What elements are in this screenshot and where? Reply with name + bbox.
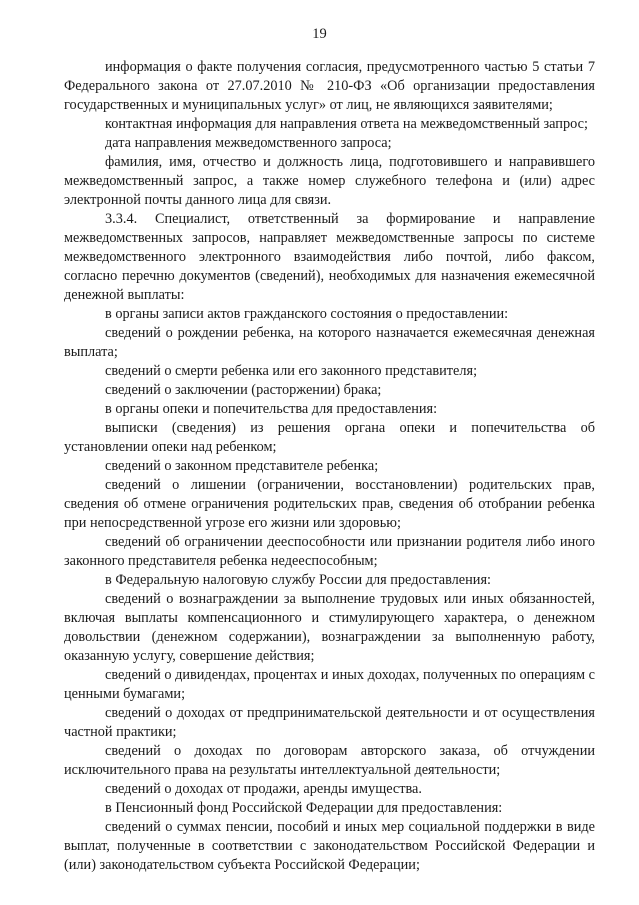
paragraph-legal-capacity: сведений об ограничении дееспособности или признании родителя либо иного законного представителя ребенка недееспособным; xyxy=(64,534,595,569)
page-number: 19 xyxy=(312,26,327,42)
paragraph-tax-service: в Федеральную налоговую службу России для предоставления: xyxy=(105,572,492,588)
paragraph-guardianship-extract: выписки (сведения) из решения органа опеки и попечительства об установлении опеки над ребенком; xyxy=(64,420,595,455)
paragraph-legal-representative: сведений о законном представителе ребенка; xyxy=(105,458,379,474)
paragraph-property-income: сведений о доходах от продажи, аренды имущества. xyxy=(105,781,422,797)
paragraph-pension-sums: сведений о суммах пенсии, пособий и иных мер социальной поддержки в виде выплат, полученные в соответствии с законодательством Российской Федерации и (или) законодательством субъекта Российской Федерации; xyxy=(64,819,595,873)
paragraph-contact-info: контактная информация для направления ответа на межведомственный запрос; xyxy=(105,116,588,132)
paragraph-business-income: сведений о доходах от предпринимательской деятельности и от осуществления частной практики; xyxy=(64,705,595,740)
paragraph-request-date: дата направления межведомственного запроса; xyxy=(105,135,392,151)
paragraph-birth-info: сведений о рождении ребенка, на которого назначается ежемесячная денежная выплата; xyxy=(64,325,595,360)
document-body xyxy=(64,58,595,875)
paragraph-marriage-info: сведений о заключении (расторжении) брака; xyxy=(105,382,382,398)
paragraph-guardianship-bodies: в органы опеки и попечительства для предоставления: xyxy=(105,401,438,417)
paragraph-consent-info: информация о факте получения согласия, предусмотренного частью 5 статьи 7 Федерального закона от 27.07.2010 № 210-ФЗ «Об организации предоставления государственных и муниципальных услуг» от лиц, не являющихся заявителями; xyxy=(64,59,595,113)
paragraph-parental-rights: сведений о лишении (ограничении, восстановлении) родительских прав, сведения об отмене ограничения родительских прав, сведения об отобрании ребенка при непосредственной угрозе его жизни или здоровью; xyxy=(64,477,595,531)
paragraph-civil-registry: в органы записи актов гражданского состояния о предоставлении: xyxy=(105,306,509,322)
paragraph-death-info: сведений о смерти ребенка или его законного представителя; xyxy=(105,363,478,379)
paragraph-official-name: фамилия, имя, отчество и должность лица, подготовившего и направившего межведомственный запрос, а также номер служебного телефона и (или) адрес электронной почты данного лица для связи. xyxy=(64,154,595,208)
paragraph-remuneration: сведений о вознаграждении за выполнение трудовых или иных обязанностей, включая выплаты компенсационного и стимулирующего характера, о денежном довольствии (денежном содержании), вознаграждении за выполненную работу, оказанную услугу, совершение действия; xyxy=(64,591,595,664)
paragraph-section-3-3-4: 3.3.4. Специалист, ответственный за формирование и направление межведомственных запросов, направляет межведомственные запросы по системе межведомственного электронного взаимодействия либо почтой, либо факсом, согласно перечню документов (сведений), необходимых для назначения ежемесячной денежной выплаты: xyxy=(64,211,595,303)
paragraph-pension-fund: в Пенсионный фонд Российской Федерации для предоставления: xyxy=(105,800,503,816)
paragraph-dividends: сведений о дивидендах, процентах и иных доходах, полученных по операциям с ценными бумагами; xyxy=(64,667,595,702)
paragraph-copyright-income: сведений о доходах по договорам авторского заказа, об отчуждении исключительного права на результаты интеллектуальной деятельности; xyxy=(64,743,595,778)
